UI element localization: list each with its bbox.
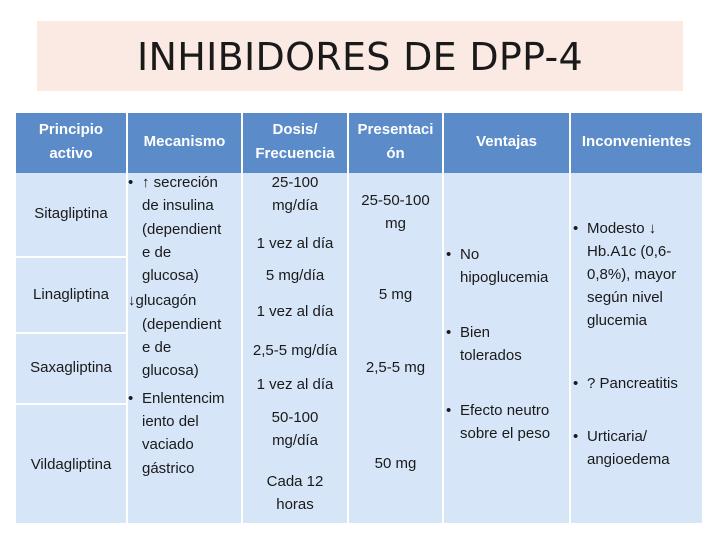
row-divider — [16, 332, 126, 334]
row-divider — [16, 256, 126, 258]
mecanismo-secrecion: • ↑ secreción de insulina (dependient e de glucosa) — [126, 171, 242, 287]
header-presentacion: Presentaci ón — [357, 121, 434, 162]
presentacion-sitagliptina: 25-50-100 mg — [361, 192, 430, 232]
page-title: INHIBIDORES DE DPP-4 — [137, 35, 583, 79]
header-inconvenientes: Inconvenientes — [581, 133, 692, 150]
header-mecanismo: Mecanismo — [143, 133, 226, 150]
row-divider — [16, 403, 126, 405]
frecuencia-vildagliptina: Cada 12 horas — [266, 473, 324, 513]
dosis-linagliptina: 5 mg/día — [265, 267, 325, 284]
mecanismo-glucagon: ↓glucagón (dependient e de glucosa) — [128, 292, 222, 380]
presentacion-linagliptina: 5 mg — [378, 286, 413, 303]
frecuencia-sitagliptina: 1 vez al día — [256, 235, 334, 252]
drug-linagliptina: Linagliptina — [33, 286, 109, 303]
dosis-saxagliptina: 2,5-5 mg/día — [252, 342, 338, 359]
drug-saxagliptina: Saxagliptina — [30, 359, 112, 376]
dosis-vildagliptina: 50-100 mg/día — [271, 409, 319, 449]
ventaja-bien-tolerados: • Bien tolerados — [444, 321, 569, 367]
header-principio-activo: Principio activo — [38, 121, 104, 162]
drug-sitagliptina: Sitagliptina — [34, 205, 108, 222]
presentacion-vildagliptina: 50 mg — [374, 455, 417, 472]
header-ventajas: Ventajas — [476, 133, 537, 150]
inconveniente-pancreatitis: • ? Pancreatitis — [571, 372, 702, 395]
ventaja-efecto-neutro-peso: • Efecto neutro sobre el peso — [444, 399, 574, 445]
column-divider — [442, 113, 444, 523]
title-box — [37, 21, 683, 91]
presentacion-saxagliptina: 2,5-5 mg — [365, 359, 426, 376]
header-dosis: Dosis/ Frecuencia — [255, 121, 335, 162]
frecuencia-saxagliptina: 1 vez al día — [256, 376, 334, 393]
mecanismo-vaciado: • Enlentencim iento del vaciado gástrico — [126, 387, 242, 480]
dosis-sitagliptina: 25-100 mg/día — [271, 174, 319, 214]
mecanismo-cell — [126, 171, 242, 480]
inconveniente-hba1c: • Modesto ↓ Hb.A1c (0,6- 0,8%), mayor según nivel glucemia — [571, 217, 702, 332]
frecuencia-linagliptina: 1 vez al día — [256, 303, 334, 320]
drug-vildagliptina: Vildagliptina — [30, 456, 112, 473]
ventaja-no-hipoglucemia: • No hipoglucemia — [444, 243, 569, 289]
inconveniente-urticaria: • Urticaria/ angioedema — [571, 425, 702, 471]
